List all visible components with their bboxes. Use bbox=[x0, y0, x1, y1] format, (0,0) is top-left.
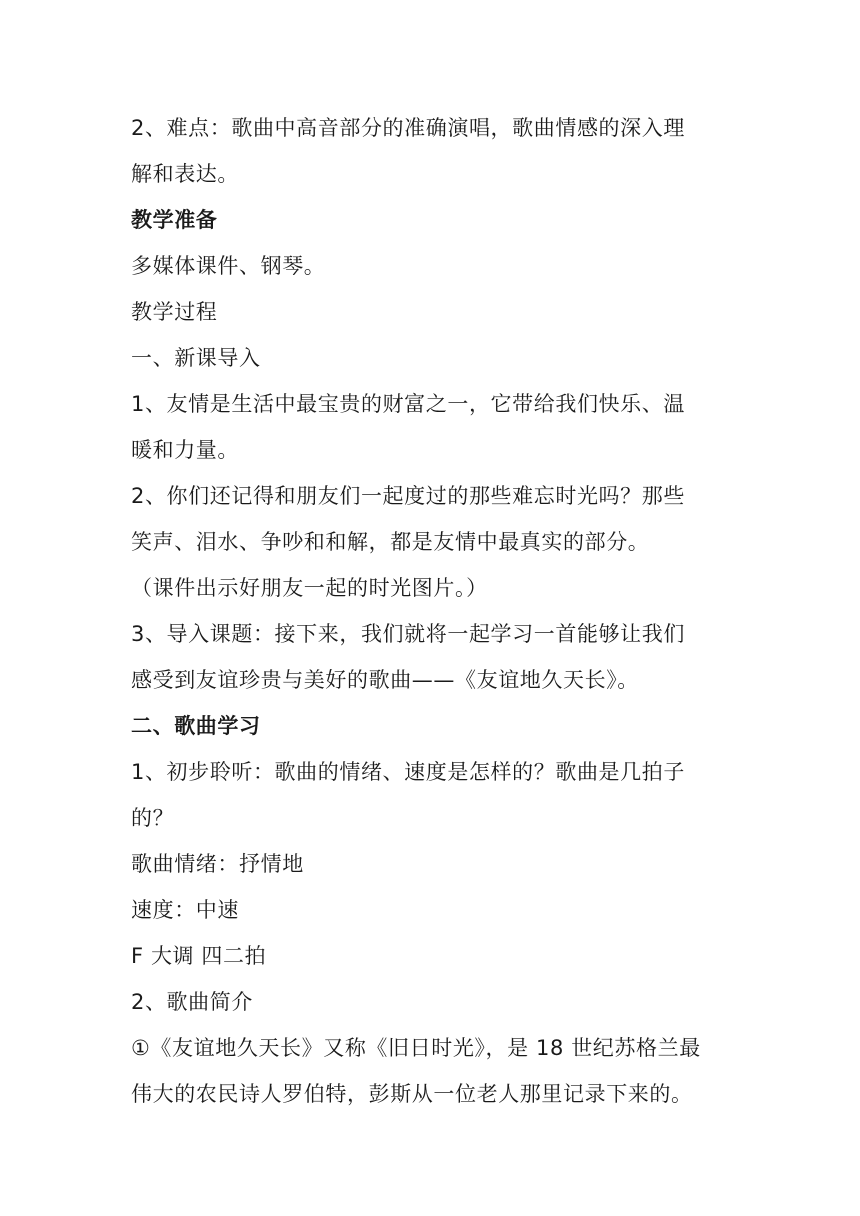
text-line: 伟大的农民诗人罗伯特，彭斯从一位老人那里记录下来的。 bbox=[131, 1082, 693, 1106]
text-line: 教学过程 bbox=[131, 300, 218, 324]
text-line: 1、初步聆听：歌曲的情绪、速度是怎样的？歌曲是几拍子 bbox=[131, 760, 685, 784]
text-line: 歌曲情绪：抒情地 bbox=[131, 852, 304, 876]
text-line: 1、友情是生活中最宝贵的财富之一，它带给我们快乐、温 bbox=[131, 392, 685, 416]
text-line: 2、歌曲简介 bbox=[131, 990, 253, 1014]
text-line: 暖和力量。 bbox=[131, 438, 239, 462]
section-heading: 二、歌曲学习 bbox=[131, 714, 261, 738]
text-line: 一、新课导入 bbox=[131, 346, 261, 370]
section-heading: 教学准备 bbox=[131, 208, 218, 232]
text-line: 多媒体课件、钢琴。 bbox=[131, 254, 326, 278]
text-line: 笑声、泪水、争吵和和解，都是友情中最真实的部分。 bbox=[131, 530, 650, 554]
text-line: 2、你们还记得和朋友们一起度过的那些难忘时光吗？那些 bbox=[131, 484, 685, 508]
text-line: 3、导入课题：接下来，我们就将一起学习一首能够让我们 bbox=[131, 622, 685, 646]
text-line: 感受到友谊珍贵与美好的歌曲——《友谊地久天长》。 bbox=[131, 668, 639, 692]
text-line: 2、难点：歌曲中高音部分的准确演唱，歌曲情感的深入理 bbox=[131, 116, 685, 140]
text-line: ①《友谊地久天长》又称《旧日时光》，是 18 世纪苏格兰最 bbox=[131, 1036, 701, 1060]
text-line: 的？ bbox=[131, 806, 175, 830]
document-body bbox=[131, 105, 731, 1117]
text-line: 速度：中速 bbox=[131, 898, 239, 922]
text-line: 解和表达。 bbox=[131, 162, 239, 186]
text-line: F 大调 四二拍 bbox=[131, 944, 267, 968]
text-line: （课件出示好朋友一起的时光图片。） bbox=[131, 576, 488, 600]
